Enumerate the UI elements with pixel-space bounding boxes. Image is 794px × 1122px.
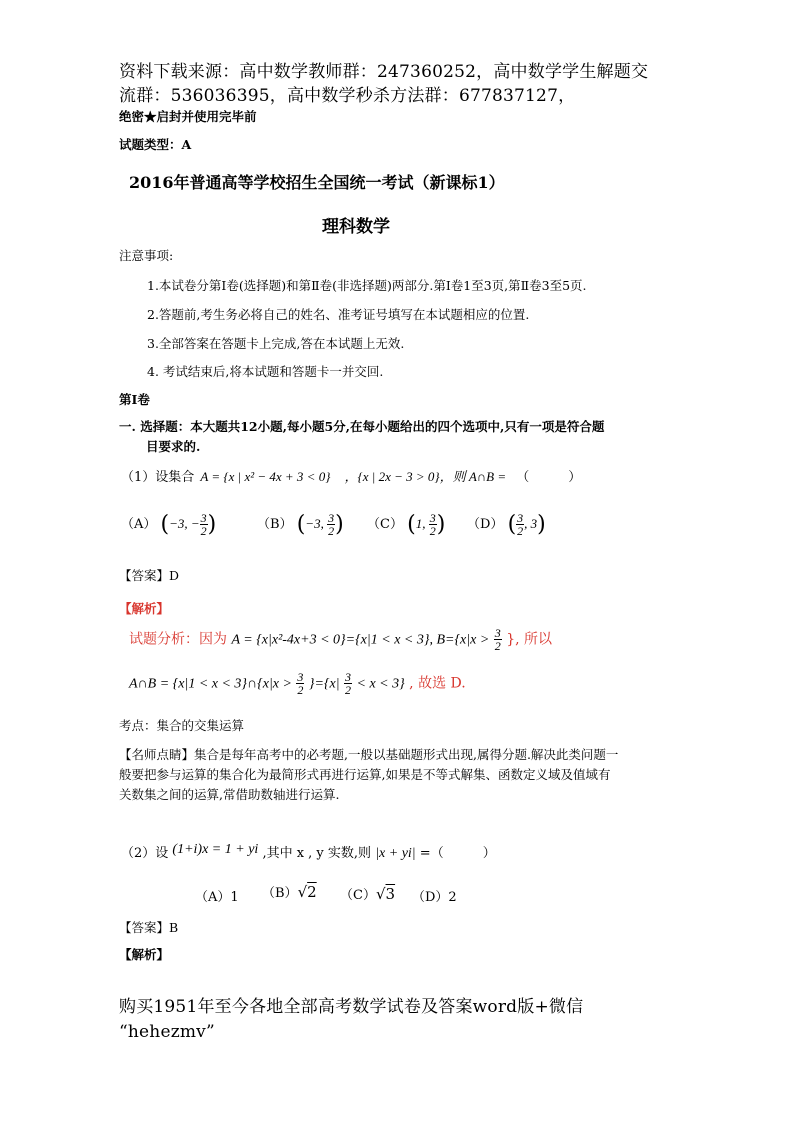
- exam-title: 2016年普通高等学校招生全国统一考试（新课标1）: [129, 173, 505, 192]
- set-b-expression: ，{x | 2x − 3 > 0}，则 A∩B =: [344, 469, 507, 484]
- question-2-equation: (1+i)x = 1 + yi: [172, 842, 259, 857]
- option-c: （C）√3: [340, 885, 396, 903]
- footer-line-1: 购买1951年至今各地全部高考数学试卷及答案word版+微信: [119, 997, 584, 1017]
- question-2-answer-blank: =（ ）: [419, 846, 496, 861]
- notice-item: 2.答题前,考生务必将自己的姓名、准考证号填写在本试题相应的位置.: [147, 307, 530, 322]
- notice-item: 3.全部答案在答题卡上完成,答在本试题上无效.: [147, 336, 405, 351]
- question-2-condition: ,其中 x , y 实数,则: [262, 846, 372, 861]
- notice-heading: 注意事项:: [119, 248, 174, 263]
- source-line-1: 资料下载来源：高中数学教师群：247360252，高中数学学生解题交: [119, 62, 649, 82]
- part-heading: 第Ⅰ卷: [119, 392, 150, 407]
- option-d: （D）2: [412, 890, 457, 905]
- notice-item: 1.本试卷分第Ⅰ卷(选择题)和第Ⅱ卷(非选择题)两部分.第Ⅰ卷1至3页,第Ⅱ卷3至5页.: [147, 278, 587, 293]
- section-heading-line-1: 一. 选择题：本大题共12小题,每小题5分,在每小题给出的四个选项中,只有一项是符合题: [119, 419, 605, 434]
- choose-answer: , 故选 D.: [409, 675, 466, 692]
- option-c-label: （C）: [340, 888, 376, 903]
- footer-line-2: “hehezmv”: [119, 1022, 215, 1042]
- option-c: （C） (1, $\frac{3}{2}$ ): [367, 511, 446, 538]
- question-2-modulus: |x + yi|: [375, 846, 416, 861]
- teacher-tip-line-3: 关数集之间的运算,常借助数轴进行运算.: [119, 787, 340, 802]
- exam-type: 试题类型：A: [119, 137, 192, 152]
- source-line-2: 流群：536036395，高中数学秒杀方法群：677837127，: [119, 86, 576, 106]
- analysis-label-1: 【解析】: [119, 601, 170, 616]
- section-heading-line-2: 目要求的.: [146, 439, 201, 454]
- option-b-label: （B）: [257, 517, 293, 532]
- answer-1: 【答案】D: [119, 568, 180, 583]
- option-a-label: （A）: [121, 517, 157, 532]
- analysis-line-1: 试题分析：因为 A = {x|x²-4x+3 < 0}={x|1 < x < 3}, B={x|x > $\frac{3}{2}$ }, 所以: [129, 626, 552, 653]
- option-c-label: （C）: [367, 517, 403, 532]
- option-b: （B） (−3, $\frac{3}{2}$ ): [257, 511, 344, 538]
- teacher-tip-line-2: 般要把参与运算的集合化为最简形式再进行运算,如果是不等式解集、函数定义域及值域有: [119, 767, 611, 782]
- analysis-set-expression: A = {x|x²-4x+3 < 0}={x|1 < x < 3}, B={x|x >: [231, 632, 490, 648]
- question-2-stem: [121, 842, 496, 862]
- notice-item: 4. 考试结束后,将本试题和答题卡一并交回.: [147, 364, 384, 379]
- teacher-tip-line-1: 【名师点睛】集合是每年高考中的必考题,一般以基础题形式出现,属得分题.解决此类问题一: [119, 747, 619, 762]
- option-b-label: （B）: [262, 886, 298, 901]
- analysis-line-2: A∩B = {x|1 < x < 3}∩{x|x > $\frac{3}{2}$ }={x| $\frac{3}{2}$ < x < 3} , 故选 D.: [129, 670, 466, 697]
- option-d: （D） ( $\frac{3}{2}$ , 3): [467, 511, 546, 538]
- option-d-label: （D）: [467, 517, 504, 532]
- result-expression-end: < x < 3}: [356, 676, 405, 692]
- intersection-expression: A∩B = {x|1 < x < 3}∩{x|x >: [129, 676, 292, 692]
- question-1-stem: [121, 466, 581, 485]
- analysis-intro: 试题分析：因为: [129, 631, 227, 648]
- secret-label: 绝密★启封并使用完毕前: [119, 109, 257, 124]
- option-b: （B）√2: [262, 883, 317, 901]
- analysis-connector: }, 所以: [506, 631, 552, 648]
- option-a: （A）1: [195, 890, 239, 905]
- exam-subtitle: 理科数学: [322, 217, 390, 237]
- answer-2: 【答案】B: [119, 920, 179, 935]
- answer-blank: （ ）: [516, 470, 582, 485]
- key-point: 考点：集合的交集运算: [119, 718, 245, 733]
- result-expression-start: }={x|: [308, 676, 340, 692]
- question-1-prefix: （1）设集合: [121, 470, 195, 485]
- analysis-label-2: 【解析】: [119, 947, 170, 962]
- option-a: （A） (−3, − $\frac{3}{2}$ ): [121, 511, 217, 538]
- question-2-prefix: （2）设: [121, 846, 169, 861]
- set-a-expression: A = {x | x² − 4x + 3 < 0}: [200, 469, 331, 484]
